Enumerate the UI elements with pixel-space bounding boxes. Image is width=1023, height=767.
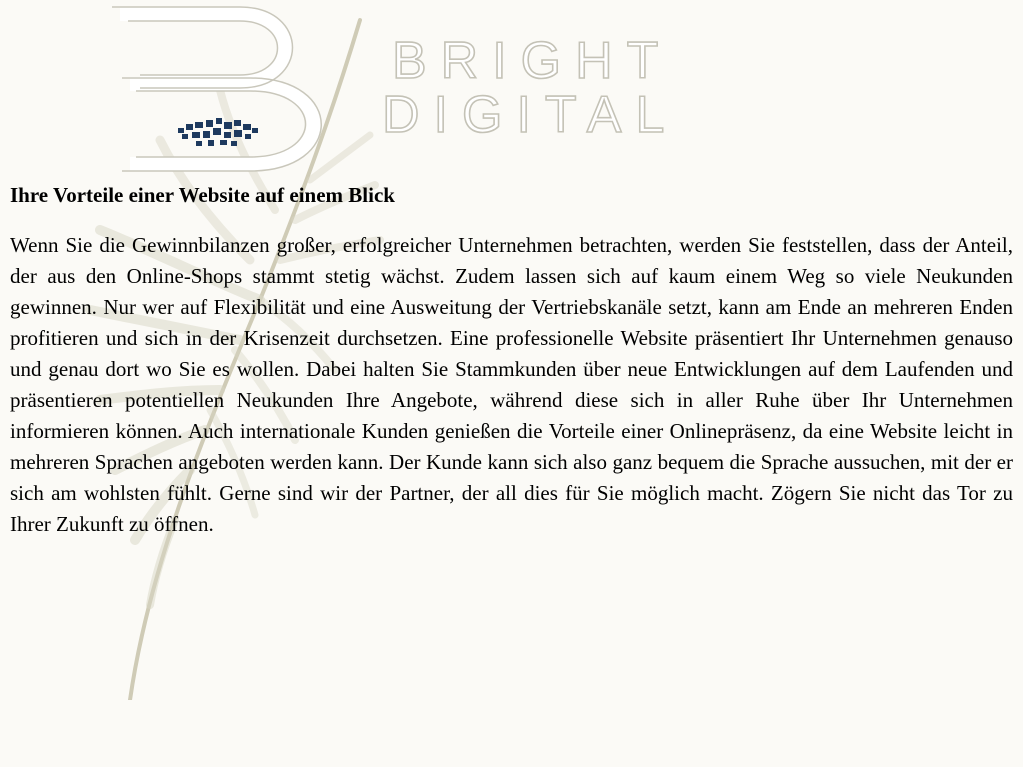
article-body: Wenn Sie die Gewinnbilanzen großer, erfolgreicher Unternehmen betrachten, werden Sie feststellen, dass der Anteil, der aus den Online-Shops stammt stetig wächst. Zudem lassen sich auf kaum einem Weg so viele Neukunden gewinnen. Nur wer auf Flexibilität und eine Ausweitung der Vertriebskanäle setzt, kann am Ende an mehreren Enden profitieren und sich in der Krisenzeit durchsetzen. Eine professionelle Website präsentiert Ihr Unternehmen genauso und genau dort wo Sie es wollen. Dabei halten Sie Stammkunden über neue Entwicklungen auf dem Laufenden und präsentieren potentiellen Neukunden Ihre Angebote, während diese sich in aller Ruhe über Ihr Unternehmen informieren können. Auch internationale Kunden genießen die Vorteile einer Onlinepräsenz, da eine Website leicht in mehreren Sprachen angeboten werden kann. Der Kunde kann sich also ganz bequem die Sprache aussuchen, mit der er sich am wohlsten fühlt. Gerne sind wir der Partner, der all dies für Sie möglich macht. Zögern Sie nicht das Tor zu Ihrer Zukunft zu öffnen. <box>10 233 1013 536</box>
wordmark-line-2: DIGITAL <box>382 86 679 140</box>
wordmark <box>382 30 892 140</box>
article-heading: Ihre Vorteile einer Website auf einem Blick <box>10 183 395 207</box>
brand-logo <box>100 4 900 174</box>
wordmark-line-1: BRIGHT <box>392 32 673 90</box>
article <box>10 182 1013 540</box>
letter-b-with-dots-icon <box>100 4 340 174</box>
